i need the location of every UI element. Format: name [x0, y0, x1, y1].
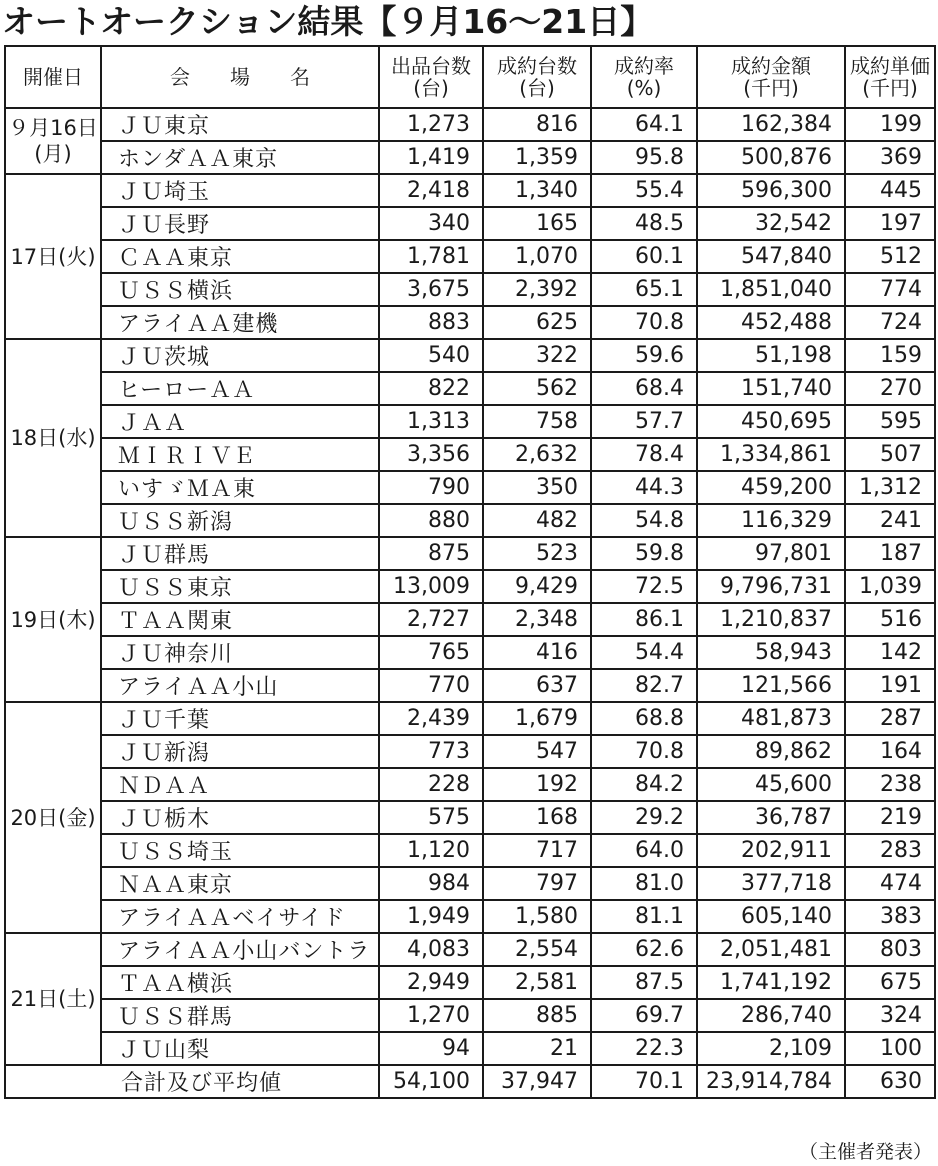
venue-cell: アライＡＡ小山バントラ	[101, 933, 379, 966]
listed-cell: 1,270	[379, 999, 483, 1032]
listed-cell: 340	[379, 207, 483, 240]
amount-cell: 51,198	[697, 339, 845, 372]
date-cell: ９月16日 (月)	[5, 108, 101, 174]
amount-cell: 32,542	[697, 207, 845, 240]
venue-cell: ＮＤＡＡ	[101, 768, 379, 801]
amount-cell: 2,109	[697, 1032, 845, 1065]
rate-cell: 70.8	[591, 306, 697, 339]
total-sold: 37,947	[483, 1065, 591, 1098]
amount-cell: 58,943	[697, 636, 845, 669]
header-unit-price: 成約単価 (千円)	[845, 46, 935, 108]
unit-price-cell: 474	[845, 867, 935, 900]
rate-cell: 68.8	[591, 702, 697, 735]
venue-cell: ＵＳＳ新潟	[101, 504, 379, 537]
listed-cell: 1,949	[379, 900, 483, 933]
sold-cell: 797	[483, 867, 591, 900]
rate-cell: 69.7	[591, 999, 697, 1032]
table-row	[5, 933, 935, 966]
header-listed: 出品台数 (台)	[379, 46, 483, 108]
unit-price-cell: 1,039	[845, 570, 935, 603]
table-row	[5, 900, 935, 933]
venue-cell: ＪＵ東京	[101, 108, 379, 141]
rate-cell: 22.3	[591, 1032, 697, 1065]
rate-cell: 81.1	[591, 900, 697, 933]
sold-cell: 21	[483, 1032, 591, 1065]
rate-cell: 86.1	[591, 603, 697, 636]
amount-cell: 481,873	[697, 702, 845, 735]
listed-cell: 540	[379, 339, 483, 372]
unit-price-cell: 445	[845, 174, 935, 207]
amount-cell: 1,741,192	[697, 966, 845, 999]
table-row	[5, 471, 935, 504]
table-row	[5, 438, 935, 471]
venue-cell: ＪＵ神奈川	[101, 636, 379, 669]
venue-cell: ＪＵ山梨	[101, 1032, 379, 1065]
listed-cell: 13,009	[379, 570, 483, 603]
total-row	[5, 1065, 935, 1098]
rate-cell: 65.1	[591, 273, 697, 306]
venue-cell: アライＡＡ建機	[101, 306, 379, 339]
rate-cell: 64.0	[591, 834, 697, 867]
venue-cell: ＪＵ千葉	[101, 702, 379, 735]
listed-cell: 4,083	[379, 933, 483, 966]
header-amount: 成約金額 (千円)	[697, 46, 845, 108]
rate-cell: 48.5	[591, 207, 697, 240]
unit-price-cell: 516	[845, 603, 935, 636]
unit-price-cell: 187	[845, 537, 935, 570]
sold-cell: 816	[483, 108, 591, 141]
sold-cell: 1,679	[483, 702, 591, 735]
header-row	[5, 46, 935, 108]
amount-cell: 452,488	[697, 306, 845, 339]
table-row	[5, 240, 935, 273]
venue-cell: ＵＳＳ群馬	[101, 999, 379, 1032]
venue-cell: ヒーローＡＡ	[101, 372, 379, 405]
rate-cell: 44.3	[591, 471, 697, 504]
date-cell: 21日(土)	[5, 933, 101, 1065]
rate-cell: 62.6	[591, 933, 697, 966]
amount-cell: 547,840	[697, 240, 845, 273]
unit-price-cell: 512	[845, 240, 935, 273]
venue-cell: ＪＵ新潟	[101, 735, 379, 768]
table-row	[5, 570, 935, 603]
listed-cell: 2,727	[379, 603, 483, 636]
amount-cell: 116,329	[697, 504, 845, 537]
total-listed: 54,100	[379, 1065, 483, 1098]
amount-cell: 1,334,861	[697, 438, 845, 471]
rate-cell: 78.4	[591, 438, 697, 471]
listed-cell: 2,439	[379, 702, 483, 735]
unit-price-cell: 507	[845, 438, 935, 471]
rate-cell: 54.4	[591, 636, 697, 669]
amount-cell: 151,740	[697, 372, 845, 405]
auction-results-table	[4, 45, 936, 1099]
listed-cell: 875	[379, 537, 483, 570]
source-note: （主催者発表）	[798, 1141, 932, 1163]
listed-cell: 228	[379, 768, 483, 801]
sold-cell: 637	[483, 669, 591, 702]
unit-price-cell: 774	[845, 273, 935, 306]
table-row	[5, 273, 935, 306]
total-amount: 23,914,784	[697, 1065, 845, 1098]
amount-cell: 286,740	[697, 999, 845, 1032]
rate-cell: 64.1	[591, 108, 697, 141]
date-cell: 19日(木)	[5, 537, 101, 702]
venue-cell: ＴＡＡ関東	[101, 603, 379, 636]
venue-cell: ＪＵ埼玉	[101, 174, 379, 207]
listed-cell: 1,781	[379, 240, 483, 273]
date-cell: 17日(火)	[5, 174, 101, 339]
listed-cell: 2,949	[379, 966, 483, 999]
amount-cell: 9,796,731	[697, 570, 845, 603]
sold-cell: 9,429	[483, 570, 591, 603]
venue-cell: ＪＡＡ	[101, 405, 379, 438]
listed-cell: 1,419	[379, 141, 483, 174]
venue-cell: ＭＩＲＩＶＥ	[101, 438, 379, 471]
table-row	[5, 999, 935, 1032]
table-row	[5, 108, 935, 141]
amount-cell: 605,140	[697, 900, 845, 933]
sold-cell: 165	[483, 207, 591, 240]
unit-price-cell: 159	[845, 339, 935, 372]
table-row	[5, 966, 935, 999]
date-cell: 18日(水)	[5, 339, 101, 537]
sold-cell: 625	[483, 306, 591, 339]
sold-cell: 2,554	[483, 933, 591, 966]
table-row	[5, 207, 935, 240]
unit-price-cell: 197	[845, 207, 935, 240]
listed-cell: 770	[379, 669, 483, 702]
amount-cell: 459,200	[697, 471, 845, 504]
sold-cell: 192	[483, 768, 591, 801]
listed-cell: 2,418	[379, 174, 483, 207]
rate-cell: 57.7	[591, 405, 697, 438]
amount-cell: 89,862	[697, 735, 845, 768]
listed-cell: 984	[379, 867, 483, 900]
venue-cell: ＵＳＳ横浜	[101, 273, 379, 306]
table-row	[5, 141, 935, 174]
table-row	[5, 537, 935, 570]
page-title: オートオークション結果【９月16〜21日】	[2, 2, 654, 41]
amount-cell: 121,566	[697, 669, 845, 702]
amount-cell: 2,051,481	[697, 933, 845, 966]
unit-price-cell: 383	[845, 900, 935, 933]
listed-cell: 575	[379, 801, 483, 834]
listed-cell: 880	[379, 504, 483, 537]
table-row	[5, 1032, 935, 1065]
table-row	[5, 735, 935, 768]
unit-price-cell: 238	[845, 768, 935, 801]
rate-cell: 70.8	[591, 735, 697, 768]
rate-cell: 59.8	[591, 537, 697, 570]
amount-cell: 45,600	[697, 768, 845, 801]
total-unit-price: 630	[845, 1065, 935, 1098]
rate-cell: 72.5	[591, 570, 697, 603]
unit-price-cell: 241	[845, 504, 935, 537]
sold-cell: 2,348	[483, 603, 591, 636]
table-row	[5, 174, 935, 207]
table-row	[5, 339, 935, 372]
listed-cell: 765	[379, 636, 483, 669]
rate-cell: 68.4	[591, 372, 697, 405]
sold-cell: 562	[483, 372, 591, 405]
table-row	[5, 768, 935, 801]
sold-cell: 2,581	[483, 966, 591, 999]
unit-price-cell: 369	[845, 141, 935, 174]
unit-price-cell: 100	[845, 1032, 935, 1065]
table-row	[5, 306, 935, 339]
header-sold: 成約台数 (台)	[483, 46, 591, 108]
unit-price-cell: 1,312	[845, 471, 935, 504]
venue-cell: ＴＡＡ横浜	[101, 966, 379, 999]
venue-cell: ＪＵ長野	[101, 207, 379, 240]
amount-cell: 596,300	[697, 174, 845, 207]
sold-cell: 1,340	[483, 174, 591, 207]
listed-cell: 3,675	[379, 273, 483, 306]
venue-cell: ＪＵ栃木	[101, 801, 379, 834]
venue-cell: ＣＡＡ東京	[101, 240, 379, 273]
amount-cell: 500,876	[697, 141, 845, 174]
amount-cell: 377,718	[697, 867, 845, 900]
header-rate: 成約率 (%)	[591, 46, 697, 108]
sold-cell: 523	[483, 537, 591, 570]
unit-price-cell: 164	[845, 735, 935, 768]
total-blank-cell	[5, 1065, 101, 1098]
venue-cell: いすゞＭＡ東	[101, 471, 379, 504]
date-cell: 20日(金)	[5, 702, 101, 933]
table-row	[5, 372, 935, 405]
table-row	[5, 636, 935, 669]
header-venue: 会 場 名	[101, 46, 379, 108]
sold-cell: 885	[483, 999, 591, 1032]
listed-cell: 790	[379, 471, 483, 504]
listed-cell: 94	[379, 1032, 483, 1065]
venue-cell: アライＡＡ小山	[101, 669, 379, 702]
sold-cell: 2,632	[483, 438, 591, 471]
listed-cell: 773	[379, 735, 483, 768]
amount-cell: 97,801	[697, 537, 845, 570]
total-label: 合計及び平均値	[101, 1065, 379, 1098]
table-row	[5, 603, 935, 636]
table-row	[5, 867, 935, 900]
unit-price-cell: 199	[845, 108, 935, 141]
unit-price-cell: 287	[845, 702, 935, 735]
rate-cell: 60.1	[591, 240, 697, 273]
rate-cell: 82.7	[591, 669, 697, 702]
sold-cell: 717	[483, 834, 591, 867]
venue-cell: ＮＡＡ東京	[101, 867, 379, 900]
listed-cell: 883	[379, 306, 483, 339]
rate-cell: 87.5	[591, 966, 697, 999]
listed-cell: 1,120	[379, 834, 483, 867]
amount-cell: 1,210,837	[697, 603, 845, 636]
amount-cell: 36,787	[697, 801, 845, 834]
rate-cell: 54.8	[591, 504, 697, 537]
listed-cell: 3,356	[379, 438, 483, 471]
rate-cell: 29.2	[591, 801, 697, 834]
amount-cell: 1,851,040	[697, 273, 845, 306]
sold-cell: 1,359	[483, 141, 591, 174]
amount-cell: 450,695	[697, 405, 845, 438]
unit-price-cell: 803	[845, 933, 935, 966]
listed-cell: 1,313	[379, 405, 483, 438]
unit-price-cell: 191	[845, 669, 935, 702]
table-row	[5, 504, 935, 537]
table-row	[5, 405, 935, 438]
unit-price-cell: 142	[845, 636, 935, 669]
table-row	[5, 669, 935, 702]
venue-cell: ＵＳＳ埼玉	[101, 834, 379, 867]
sold-cell: 350	[483, 471, 591, 504]
sold-cell: 1,070	[483, 240, 591, 273]
sold-cell: 416	[483, 636, 591, 669]
rate-cell: 55.4	[591, 174, 697, 207]
sold-cell: 758	[483, 405, 591, 438]
unit-price-cell: 283	[845, 834, 935, 867]
rate-cell: 59.6	[591, 339, 697, 372]
unit-price-cell: 675	[845, 966, 935, 999]
venue-cell: ＪＵ群馬	[101, 537, 379, 570]
unit-price-cell: 324	[845, 999, 935, 1032]
sold-cell: 1,580	[483, 900, 591, 933]
unit-price-cell: 270	[845, 372, 935, 405]
sold-cell: 2,392	[483, 273, 591, 306]
venue-cell: ＪＵ茨城	[101, 339, 379, 372]
sold-cell: 482	[483, 504, 591, 537]
amount-cell: 162,384	[697, 108, 845, 141]
amount-cell: 202,911	[697, 834, 845, 867]
venue-cell: アライＡＡベイサイド	[101, 900, 379, 933]
venue-cell: ＵＳＳ東京	[101, 570, 379, 603]
table-row	[5, 801, 935, 834]
rate-cell: 81.0	[591, 867, 697, 900]
sold-cell: 322	[483, 339, 591, 372]
venue-cell: ホンダＡＡ東京	[101, 141, 379, 174]
unit-price-cell: 595	[845, 405, 935, 438]
table-row	[5, 834, 935, 867]
listed-cell: 1,273	[379, 108, 483, 141]
sold-cell: 168	[483, 801, 591, 834]
total-rate: 70.1	[591, 1065, 697, 1098]
sold-cell: 547	[483, 735, 591, 768]
header-date: 開催日	[5, 46, 101, 108]
rate-cell: 84.2	[591, 768, 697, 801]
rate-cell: 95.8	[591, 141, 697, 174]
table-row	[5, 702, 935, 735]
listed-cell: 822	[379, 372, 483, 405]
unit-price-cell: 219	[845, 801, 935, 834]
unit-price-cell: 724	[845, 306, 935, 339]
